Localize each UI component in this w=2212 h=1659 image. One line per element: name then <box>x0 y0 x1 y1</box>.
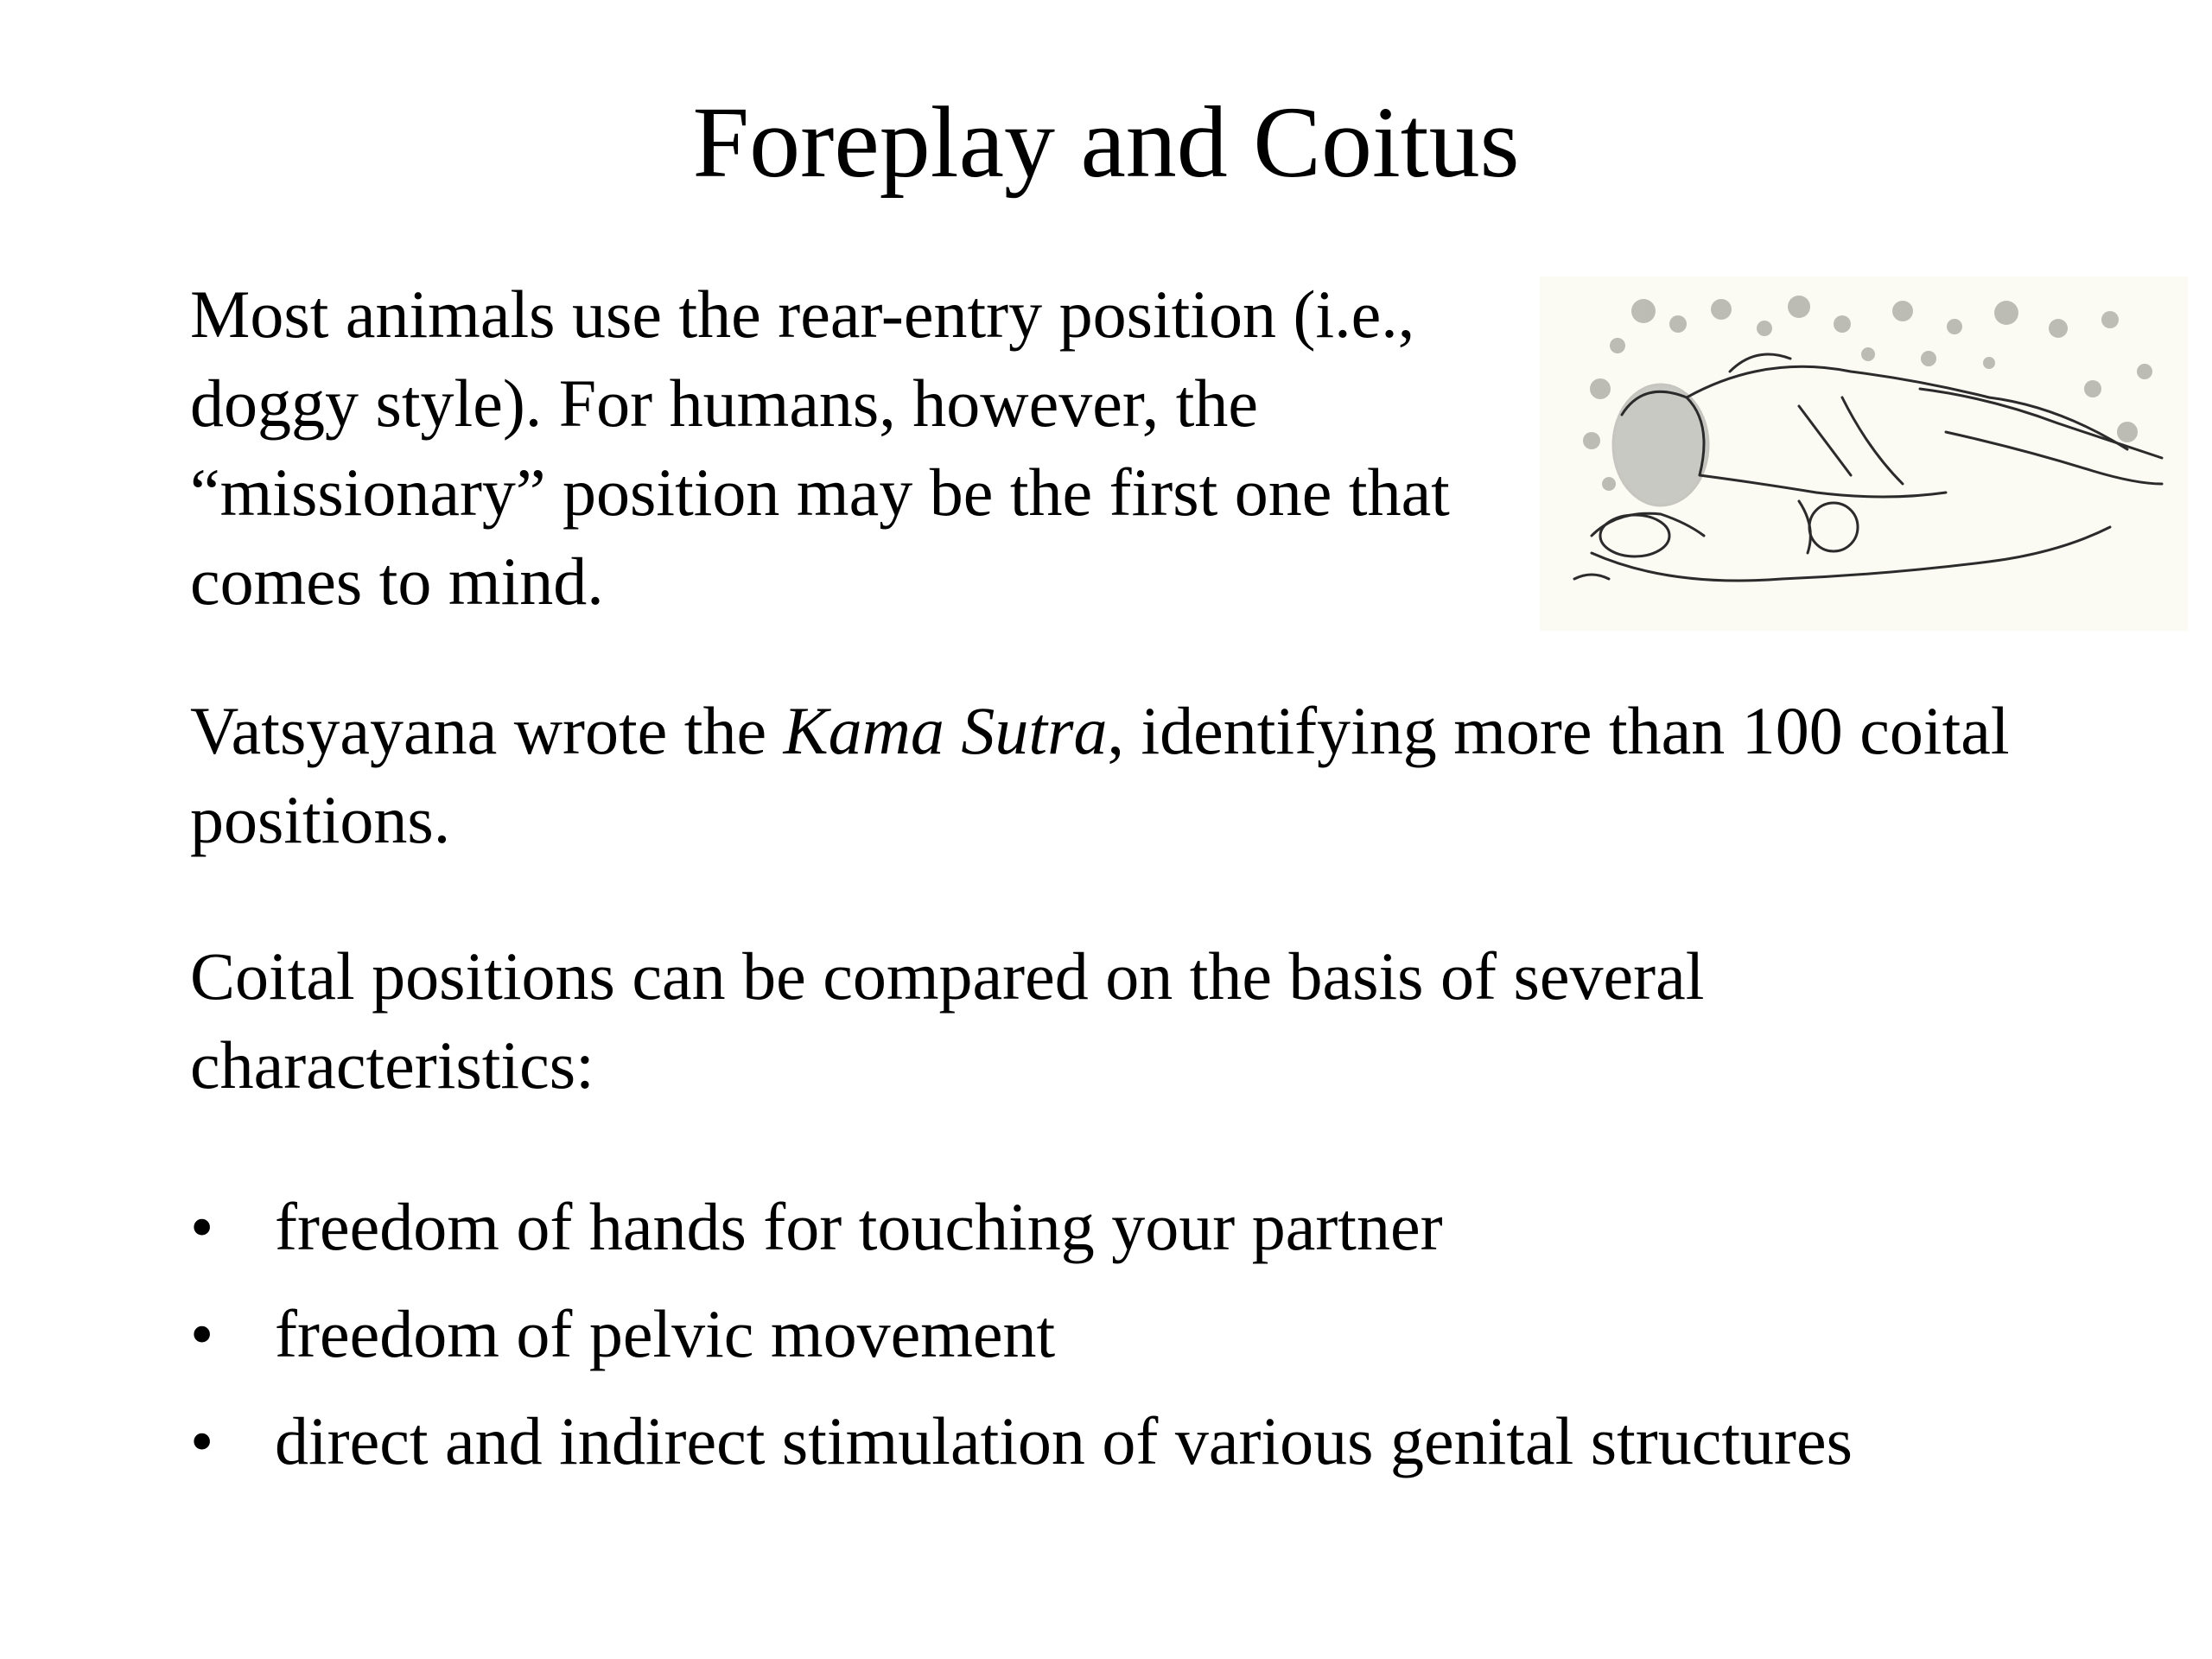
bullet-marker: • <box>190 1189 214 1264</box>
sketch-drawing <box>1540 276 2188 631</box>
slide-title: Foreplay and Coitus <box>692 86 1520 199</box>
paragraph-kama-sutra-tail: , identifying more than 100 coital positions. <box>190 693 2010 857</box>
bullet-marker: • <box>190 1296 214 1371</box>
paragraph-kama-sutra-lead: Vatsyayana wrote the <box>190 693 784 768</box>
bullet-marker: • <box>190 1403 214 1478</box>
sketch-figures <box>1574 354 2162 581</box>
sketch-illustration <box>1540 276 2188 631</box>
book-title-kama-sutra: Kama Sutra <box>783 693 1108 768</box>
list-item-text: direct and indirect stimulation of various genital structures <box>275 1403 1853 1478</box>
list-item-text: freedom of hands for touching your partner <box>275 1189 1443 1264</box>
paragraph-kama-sutra <box>190 686 2091 864</box>
paragraph-rear-entry: Most animals use the rear-entry position (i.e., doggy style). For humans, however, the “missionary” position may be the first one that comes to mind. <box>190 276 1450 619</box>
paragraph-characteristics: Coital positions can be compared on the basis of several characteristics: <box>190 938 1705 1103</box>
list-item-text: freedom of pelvic movement <box>275 1296 1056 1371</box>
